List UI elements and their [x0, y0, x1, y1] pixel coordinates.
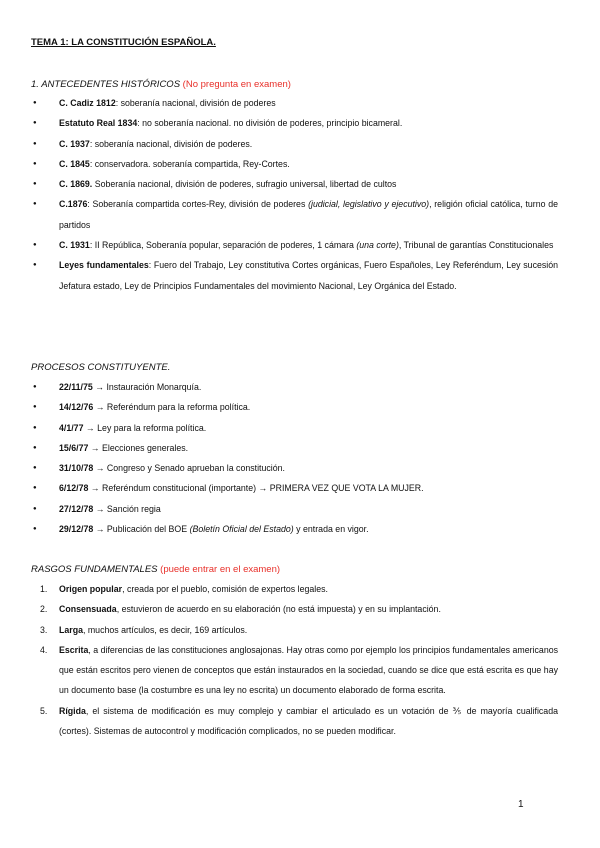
list-item: 5. Rígida, el sistema de modificación es muy complejo y cambiar el articulado es un votación de ⅗ de mayoría cualificada (cortes). Sistemas de autocontrol y modificación complicados, no se pueden modificar.	[40, 705, 558, 737]
document-title: TEMA 1: LA CONSTITUCIÓN ESPAÑOLA.	[31, 37, 216, 48]
section-note: (No pregunta en examen)	[182, 79, 291, 90]
section-heading-text: RASGOS FUNDAMENTALES	[31, 564, 158, 575]
list-item: ● C. 1937: soberanía nacional, división de poderes.	[0, 134, 600, 154]
antecedentes-list	[0, 93, 600, 296]
rasgos-list	[0, 579, 600, 741]
list-item: ● 31/10/78 → Congreso y Senado aprueban la constitución.	[0, 458, 600, 478]
page-number: 1	[518, 799, 524, 810]
list-item: ● Leyes fundamentales: Fuero del Trabajo, Ley constitutiva Cortes orgánicas, Fuero Españoles, Ley Referéndum, Ley sucesión Jefatura estado, Ley de Principios Fundamentales del movimiento Nacional, Ley Orgánica del Estado.	[0, 255, 600, 296]
section-heading-text: 1. ANTECEDENTES HISTÓRICOS	[31, 79, 181, 90]
list-item: ● 6/12/78 → Referéndum constitucional (importante) → PRIMERA VEZ QUE VOTA LA MUJER.	[0, 478, 600, 498]
list-item: ● C. Cadiz 1812: soberanía nacional, división de poderes	[0, 93, 600, 113]
list-item: ● 14/12/76 → Referéndum para la reforma política.	[0, 397, 600, 417]
list-item: 2. Consensuada, estuvieron de acuerdo en su elaboración (no está impuesta) y en su implantación.	[40, 604, 441, 615]
list-item: ● C. 1845: conservadora. soberanía compartida, Rey-Cortes.	[0, 154, 600, 174]
list-item: ● 27/12/78 → Sanción regia	[0, 499, 600, 519]
section-note: (puede entrar en el examen)	[160, 564, 281, 575]
list-item: 4. Escrita, a diferencias de las constituciones anglosajonas. Hay otras como por ejemplo los principios fundamentales americanos que están escritos pero vienen de conceptos que están instaurados en la sociedad, cuando se dice que está escrita es que hay un documento base (la costumbre es una ley no escrita) un documento elaborado de forma escrita.	[40, 644, 558, 696]
list-item: ● 4/1/77 → Ley para la reforma política.	[0, 418, 600, 438]
list-item: ● Estatuto Real 1834: no soberanía nacional. no división de poderes, principio bicameral.	[0, 113, 600, 133]
list-item: ● C. 1869. Soberanía nacional, división de poderes, sufragio universal, libertad de cultos	[0, 174, 600, 194]
list-item: ● 22/11/75 → Instauración Monarquía.	[0, 377, 600, 397]
list-item: ● C. 1931: II República, Soberanía popular, separación de poderes, 1 cámara (una corte), Tribunal de garantías Constitucionales	[0, 235, 600, 255]
list-item: ● C.1876: Soberanía compartida cortes-Rey, división de poderes (judicial, legislativo y ejecutivo), religión oficial católica, turno de partidos	[0, 194, 600, 235]
section-heading-procesos: PROCESOS CONSTITUYENTE.	[31, 362, 171, 373]
procesos-list	[0, 377, 600, 539]
list-item: ● 29/12/78 → Publicación del BOE (Boletín Oficial del Estado) y entrada en vigor.	[0, 519, 600, 539]
list-item: ● 15/6/77 → Elecciones generales.	[0, 438, 600, 458]
section-heading-rasgos	[31, 564, 280, 575]
list-item: 3. Larga, muchos artículos, es decir, 169 artículos.	[40, 624, 248, 635]
list-item: 1. Origen popular, creada por el pueblo, comisión de expertos legales.	[40, 584, 328, 594]
section-heading-antecedentes	[31, 79, 291, 90]
